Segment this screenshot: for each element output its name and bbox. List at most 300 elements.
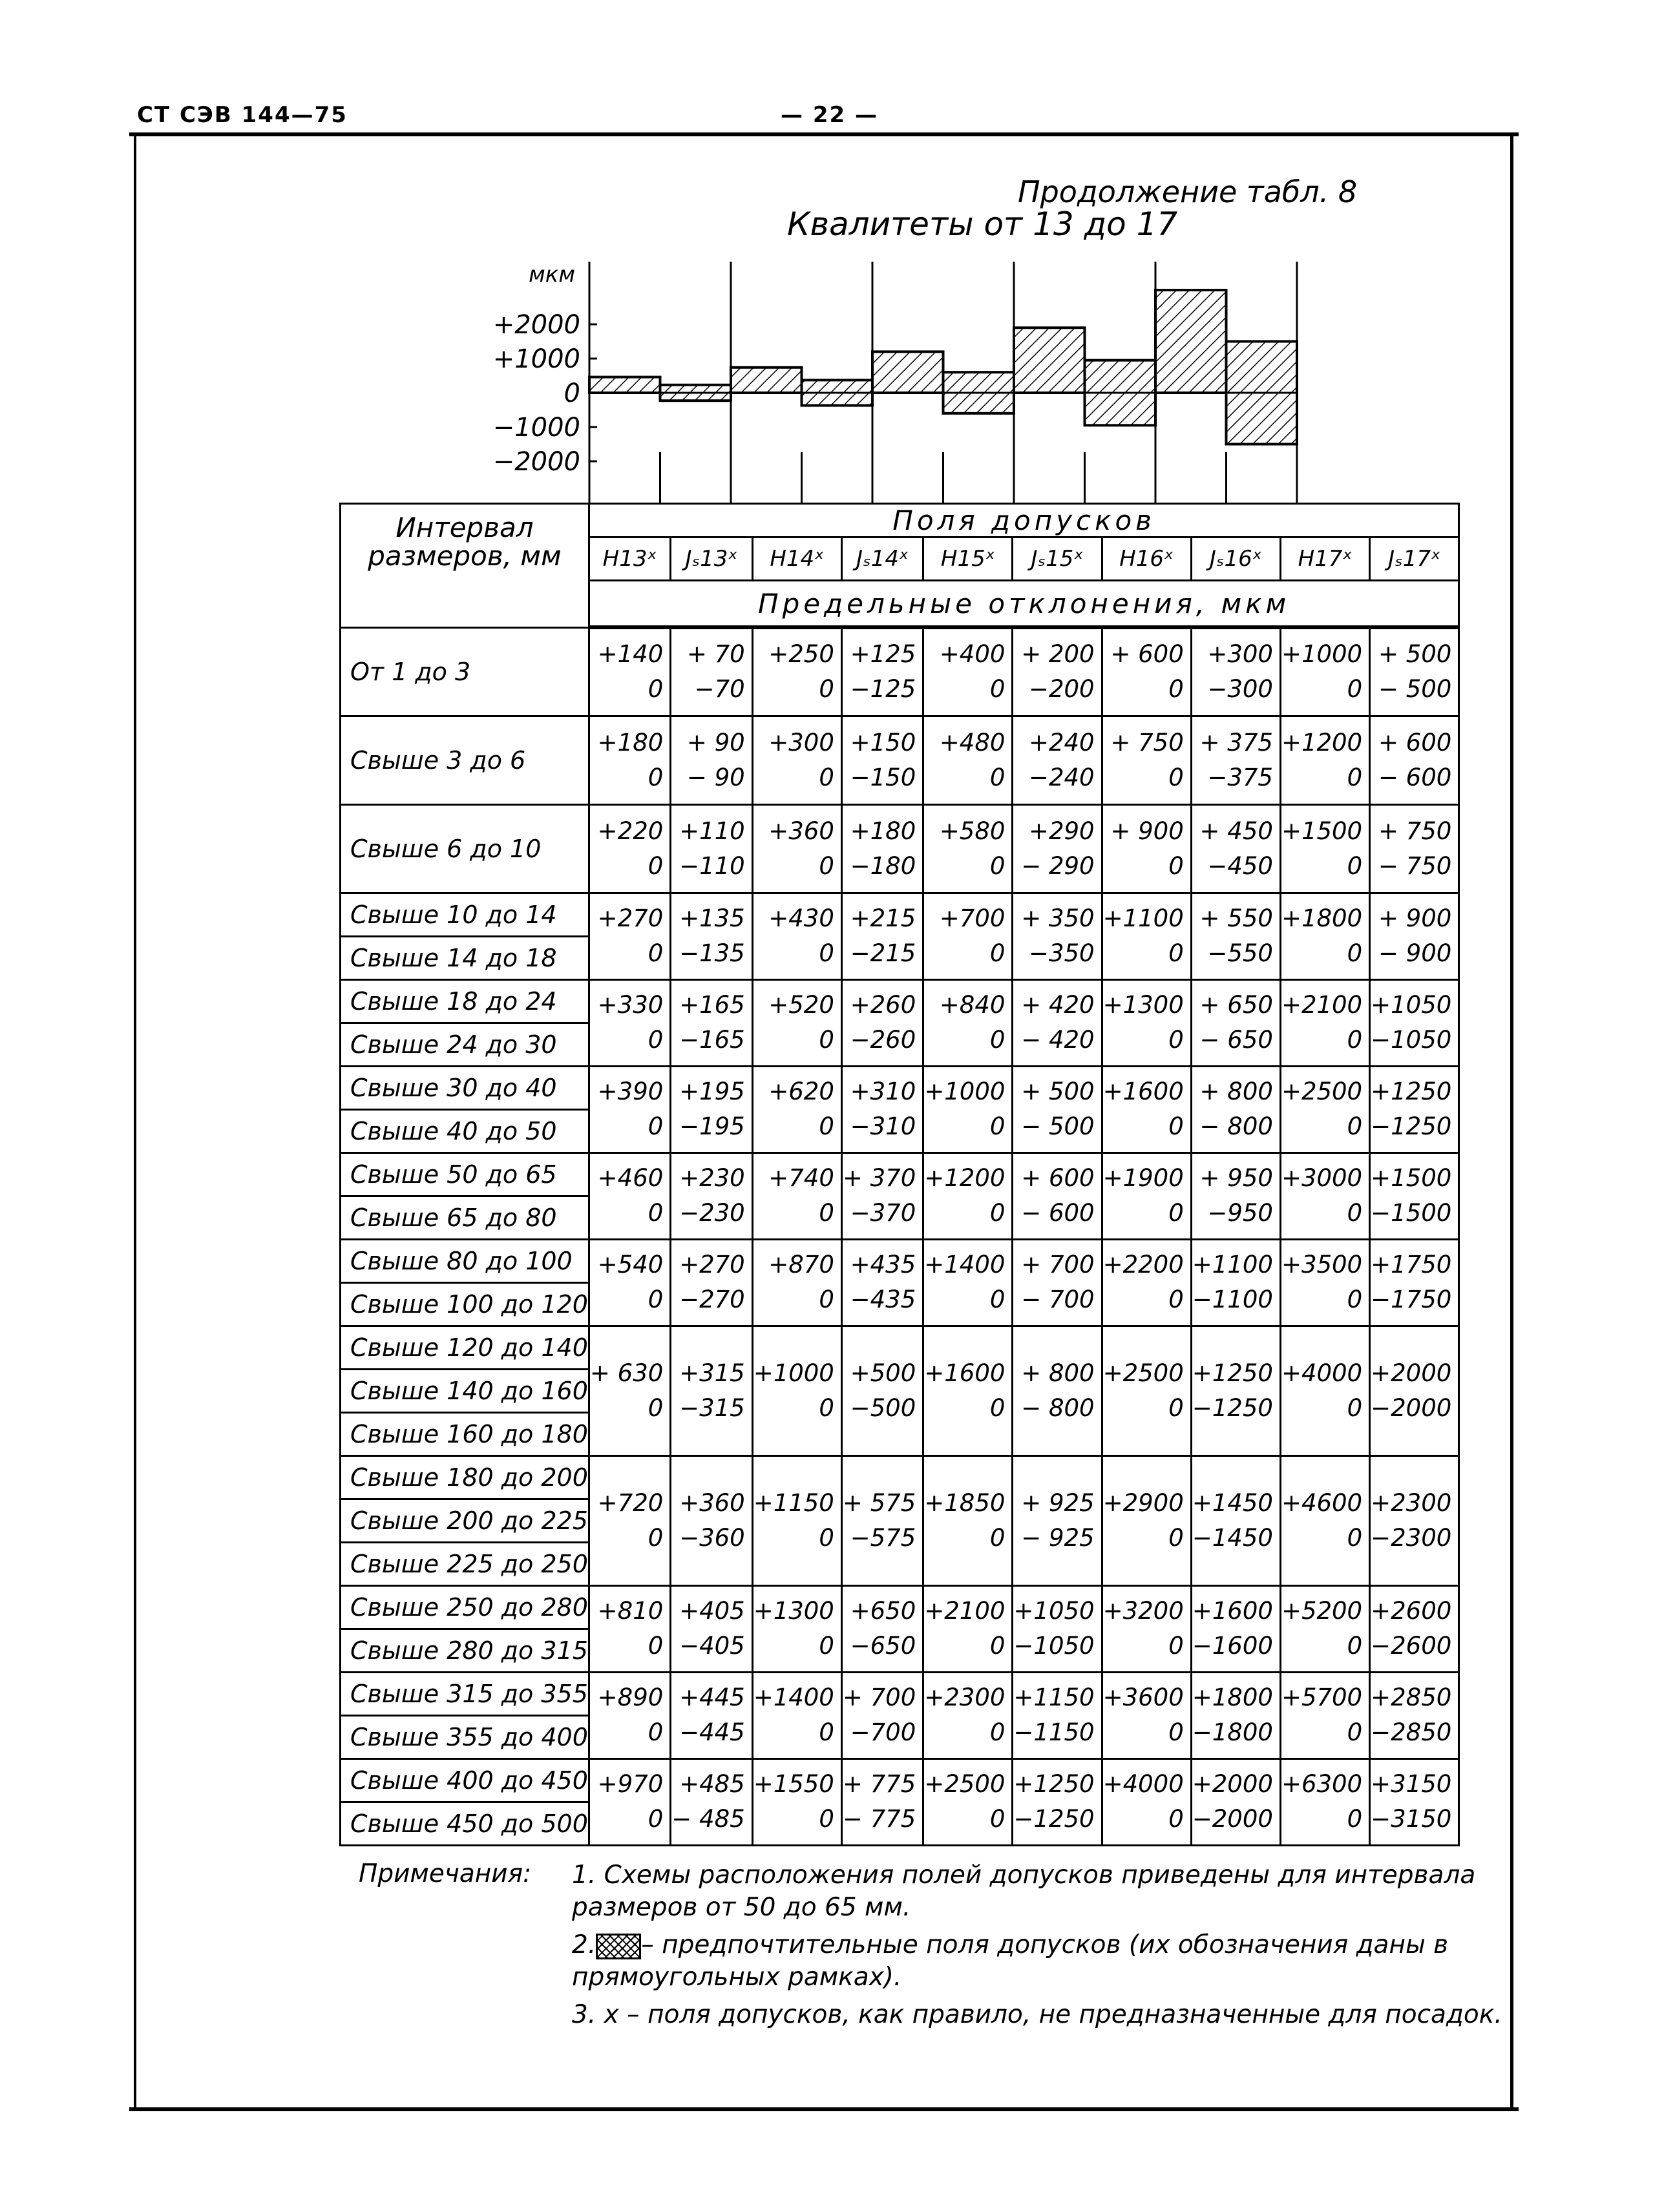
lower-deviation: − 290: [1021, 851, 1095, 880]
deviation-cell: [1191, 1585, 1280, 1672]
field-header: Jₛ15ˣ: [1013, 537, 1102, 581]
upper-deviation: +1250: [1192, 1359, 1273, 1387]
deviation-cell: [1280, 1326, 1369, 1456]
deviation-cell: [1013, 979, 1102, 1066]
note-2-text: – предпочтительные поля допусков (их обозначения даны в прямоугольных рамках).: [572, 1930, 1449, 1992]
deviation-cell: [1102, 1326, 1191, 1456]
lower-deviation: −200: [1028, 675, 1095, 704]
deviation-cell: [923, 1239, 1013, 1326]
upper-deviation: + 350: [1021, 904, 1095, 932]
deviation-cell: [841, 627, 923, 716]
deviation-cell: [1013, 1672, 1102, 1758]
deviation-cell: [1191, 1758, 1280, 1845]
field-header: H15ˣ: [923, 537, 1013, 581]
upper-deviation: +1600: [924, 1359, 1006, 1387]
deviation-cell: [1013, 1585, 1102, 1672]
deviation-cell: [841, 804, 923, 893]
tolerance-zone-Js15: [943, 372, 1015, 413]
upper-deviation: +970: [597, 1770, 664, 1798]
table-row: [341, 716, 1459, 804]
deviation-cell: [589, 1758, 670, 1845]
deviation-cell: [1191, 979, 1280, 1066]
deviation-cell: [752, 627, 841, 716]
upper-deviation: +2100: [924, 1597, 1006, 1625]
lower-deviation: 0: [819, 1286, 834, 1313]
deviation-cell: [923, 1672, 1013, 1758]
lower-deviation: − 650: [1199, 1026, 1273, 1054]
deviation-cell: [589, 1672, 670, 1758]
deviations-header: Предельные отклонения, мкм: [589, 581, 1459, 628]
upper-deviation: + 375: [1199, 728, 1273, 756]
deviation-cell: [671, 1758, 752, 1845]
upper-deviation: + 500: [1021, 1078, 1095, 1105]
upper-deviation: +2000: [1192, 1770, 1273, 1798]
fields-header: Поля допусков: [589, 504, 1459, 537]
upper-deviation: + 800: [1199, 1078, 1273, 1105]
deviation-cell: [1370, 1672, 1459, 1758]
lower-deviation: 0: [1347, 851, 1363, 880]
lower-deviation: 0: [1347, 1805, 1363, 1833]
deviation-cell: [671, 627, 752, 716]
deviation-cell: [1370, 1456, 1459, 1585]
upper-deviation: +110: [679, 817, 745, 845]
deviation-cell: [752, 1758, 841, 1845]
deviation-cell: [1102, 1239, 1191, 1326]
lower-deviation: 0: [989, 1718, 1006, 1746]
note-2: [572, 1929, 1509, 1994]
deviation-cell: [841, 1326, 923, 1456]
deviation-cell: [1102, 1066, 1191, 1153]
upper-deviation: +3500: [1281, 1251, 1363, 1278]
interval-cell: Свыше 80 до 100: [341, 1239, 589, 1282]
lower-deviation: −700: [850, 1718, 916, 1746]
upper-deviation: +720: [597, 1488, 664, 1517]
table-row: [341, 1456, 1459, 1499]
lower-deviation: 0: [648, 851, 664, 880]
upper-deviation: +460: [597, 1164, 664, 1192]
lower-deviation: −270: [679, 1286, 745, 1313]
tolerance-zone-H14: [731, 368, 802, 393]
upper-deviation: +240: [1028, 728, 1095, 756]
deviation-cell: [1191, 716, 1280, 804]
continuation-label: Продолжение табл. 8: [1018, 174, 1358, 209]
deviation-cell: [671, 1153, 752, 1239]
upper-deviation: + 700: [842, 1684, 916, 1711]
interval-cell: Свыше 14 до 18: [341, 936, 589, 979]
upper-deviation: +620: [768, 1078, 834, 1105]
lower-deviation: −260: [850, 1026, 916, 1054]
deviation-cell: [752, 893, 841, 979]
interval-cell: Свыше 160 до 180: [341, 1412, 589, 1456]
upper-deviation: +1550: [753, 1770, 834, 1798]
deviation-cell: [1013, 716, 1102, 804]
lower-deviation: 0: [819, 1718, 834, 1746]
upper-deviation: + 70: [686, 640, 745, 669]
deviation-cell: [1191, 1326, 1280, 1456]
interval-cell: Свыше 180 до 200: [341, 1456, 589, 1499]
upper-deviation: +1200: [1281, 728, 1363, 756]
table-row: [341, 1153, 1459, 1196]
lower-deviation: −1800: [1192, 1718, 1273, 1746]
upper-deviation: +195: [679, 1078, 745, 1105]
lower-deviation: 0: [648, 1026, 664, 1054]
lower-deviation: −2000: [1192, 1805, 1273, 1833]
lower-deviation: 0: [819, 1393, 834, 1422]
upper-deviation: +270: [679, 1251, 745, 1278]
lower-deviation: −70: [694, 675, 745, 704]
table-row: [341, 1066, 1459, 1109]
upper-deviation: + 925: [1021, 1488, 1095, 1517]
upper-deviation: + 900: [1378, 904, 1452, 932]
deviation-cell: [1013, 1456, 1102, 1585]
upper-deviation: +2900: [1102, 1488, 1184, 1517]
lower-deviation: −1750: [1371, 1286, 1452, 1313]
upper-deviation: +1000: [1281, 640, 1363, 669]
lower-deviation: 0: [989, 1112, 1006, 1140]
lower-deviation: −2850: [1371, 1718, 1452, 1746]
upper-deviation: +6300: [1281, 1770, 1363, 1798]
deviation-cell: [923, 893, 1013, 979]
deviation-cell: [752, 1456, 841, 1585]
lower-deviation: −1100: [1192, 1286, 1273, 1313]
note-3: 3. x – поля допусков, как правило, не предназначенные для посадок.: [572, 2000, 1502, 2029]
lower-deviation: 0: [989, 1523, 1006, 1552]
deviation-cell: [752, 1585, 841, 1672]
lower-deviation: − 90: [686, 763, 745, 791]
lower-deviation: −215: [850, 939, 916, 967]
interval-cell: Свыше 450 до 500: [341, 1802, 589, 1845]
upper-deviation: +4000: [1281, 1359, 1363, 1387]
deviation-cell: [1191, 1672, 1280, 1758]
page-number: — 22 —: [781, 102, 878, 128]
deviation-cell: [1280, 1585, 1369, 1672]
lower-deviation: 0: [819, 675, 834, 704]
lower-deviation: −2600: [1371, 1632, 1452, 1660]
lower-deviation: 0: [648, 763, 664, 791]
upper-deviation: +3150: [1371, 1770, 1452, 1798]
upper-deviation: +1900: [1102, 1164, 1184, 1192]
unit-label: мкм: [529, 262, 575, 287]
lower-deviation: −300: [1207, 675, 1273, 704]
deviation-cell: [752, 1066, 841, 1153]
lower-deviation: 0: [989, 851, 1006, 880]
lower-deviation: 0: [648, 1112, 664, 1140]
deviation-cell: [923, 1153, 1013, 1239]
upper-deviation: +390: [597, 1078, 664, 1105]
upper-deviation: +2200: [1102, 1251, 1184, 1278]
deviation-cell: [1280, 1456, 1369, 1585]
lower-deviation: −195: [679, 1112, 745, 1140]
deviation-cell: [589, 1326, 670, 1456]
interval-cell: Свыше 6 до 10: [341, 804, 589, 893]
lower-deviation: 0: [1347, 939, 1363, 967]
lower-deviation: 0: [1347, 1393, 1363, 1422]
lower-deviation: −310: [850, 1112, 916, 1140]
lower-deviation: − 700: [1021, 1286, 1095, 1313]
deviation-cell: [752, 1239, 841, 1326]
lower-deviation: −1450: [1192, 1523, 1273, 1552]
tolerance-diagram: [478, 258, 1305, 504]
upper-deviation: + 90: [686, 728, 745, 756]
upper-deviation: +5700: [1281, 1684, 1363, 1711]
lower-deviation: 0: [1168, 939, 1184, 967]
lower-deviation: −165: [679, 1026, 745, 1054]
y-tick-label: −2000: [492, 447, 580, 477]
lower-deviation: −360: [679, 1523, 745, 1552]
lower-deviation: 0: [819, 763, 834, 791]
lower-deviation: − 925: [1021, 1523, 1095, 1552]
deviation-cell: [1102, 1456, 1191, 1585]
deviation-cell: [841, 716, 923, 804]
upper-deviation: + 550: [1199, 904, 1273, 932]
upper-deviation: +150: [850, 728, 916, 756]
table-row: [341, 1672, 1459, 1715]
upper-deviation: +290: [1028, 817, 1095, 845]
upper-deviation: +435: [850, 1251, 916, 1278]
lower-deviation: 0: [989, 1026, 1006, 1054]
deviation-cell: [1191, 1066, 1280, 1153]
deviation-cell: [589, 627, 670, 716]
deviation-cell: [923, 627, 1013, 716]
lower-deviation: 0: [648, 1286, 664, 1313]
upper-deviation: +1300: [1102, 991, 1184, 1019]
upper-deviation: +890: [597, 1684, 664, 1711]
upper-deviation: +140: [597, 640, 664, 669]
upper-deviation: +260: [850, 991, 916, 1019]
lower-deviation: 0: [1168, 1718, 1184, 1746]
upper-deviation: +2500: [1281, 1078, 1363, 1105]
upper-deviation: + 750: [1110, 728, 1184, 756]
lower-deviation: 0: [819, 1632, 834, 1660]
lower-deviation: −405: [679, 1632, 745, 1660]
lower-deviation: −240: [1028, 763, 1095, 791]
upper-deviation: +1100: [1102, 904, 1184, 932]
lower-deviation: 0: [1168, 763, 1184, 791]
interval-cell: Свыше 24 до 30: [341, 1023, 589, 1066]
lower-deviation: − 485: [671, 1805, 745, 1833]
deviation-cell: [1280, 627, 1369, 716]
lower-deviation: 0: [1347, 1523, 1363, 1552]
deviation-cell: [671, 1239, 752, 1326]
deviation-cell: [752, 804, 841, 893]
lower-deviation: 0: [648, 939, 664, 967]
upper-deviation: +445: [679, 1684, 745, 1711]
lower-deviation: 0: [648, 1805, 664, 1833]
lower-deviation: −1050: [1371, 1026, 1452, 1054]
lower-deviation: −575: [850, 1523, 916, 1552]
upper-deviation: +230: [679, 1164, 745, 1192]
upper-deviation: +2500: [1102, 1359, 1184, 1387]
tolerance-zone-H13: [589, 377, 660, 393]
lower-deviation: −1250: [1371, 1112, 1452, 1140]
lower-deviation: −1500: [1371, 1199, 1452, 1227]
lower-deviation: − 775: [842, 1805, 916, 1833]
deviation-cell: [589, 1239, 670, 1326]
upper-deviation: +400: [939, 640, 1006, 669]
upper-deviation: +1500: [1281, 817, 1363, 845]
deviation-cell: [1280, 716, 1369, 804]
y-tick-label: +1000: [492, 344, 580, 374]
frame-left: [134, 136, 136, 2107]
upper-deviation: +310: [850, 1078, 916, 1105]
table-row: [341, 1585, 1459, 1629]
interval-cell: Свыше 225 до 250: [341, 1542, 589, 1585]
upper-deviation: +1450: [1192, 1488, 1273, 1517]
upper-deviation: +1150: [753, 1488, 834, 1517]
deviation-cell: [671, 716, 752, 804]
upper-deviation: + 500: [1378, 640, 1452, 669]
lower-deviation: 0: [1347, 675, 1363, 704]
deviation-cell: [671, 1672, 752, 1758]
deviation-cell: [1370, 893, 1459, 979]
upper-deviation: +1200: [924, 1164, 1006, 1192]
upper-deviation: +1850: [924, 1488, 1006, 1517]
upper-deviation: +2000: [1371, 1359, 1452, 1387]
upper-deviation: +360: [768, 817, 834, 845]
interval-cell: Свыше 120 до 140: [341, 1326, 589, 1369]
deviation-cell: [1370, 1239, 1459, 1326]
tolerance-zone-Js13: [660, 385, 732, 401]
lower-deviation: 0: [648, 1393, 664, 1422]
upper-deviation: +700: [939, 904, 1006, 932]
tolerance-zone-Js16: [1085, 360, 1156, 426]
deviation-cell: [752, 1672, 841, 1758]
upper-deviation: + 600: [1378, 728, 1452, 756]
upper-deviation: +1150: [1013, 1684, 1095, 1711]
deviation-cell: [671, 1326, 752, 1456]
deviation-cell: [1280, 1066, 1369, 1153]
deviation-cell: [1013, 1326, 1102, 1456]
lower-deviation: 0: [1347, 1718, 1363, 1746]
field-header: Jₛ17ˣ: [1370, 537, 1459, 581]
lower-deviation: −110: [679, 851, 745, 880]
lower-deviation: − 800: [1021, 1393, 1095, 1422]
deviation-cell: [671, 1066, 752, 1153]
lower-deviation: 0: [1168, 1632, 1184, 1660]
deviation-cell: [589, 893, 670, 979]
notes-label: Примечания:: [359, 1859, 532, 1888]
deviation-cell: [589, 716, 670, 804]
deviation-cell: [1370, 1326, 1459, 1456]
lower-deviation: −450: [1207, 851, 1273, 880]
lower-deviation: 0: [648, 1718, 664, 1746]
upper-deviation: +520: [768, 991, 834, 1019]
interval-cell: Свыше 200 до 225: [341, 1499, 589, 1542]
upper-deviation: +3000: [1281, 1164, 1363, 1192]
lower-deviation: −125: [850, 675, 916, 704]
deviation-cell: [923, 1066, 1013, 1153]
deviation-cell: [1280, 979, 1369, 1066]
lower-deviation: 0: [648, 1199, 664, 1227]
interval-cell: Свыше 250 до 280: [341, 1585, 589, 1629]
deviation-cell: [841, 1153, 923, 1239]
deviation-cell: [1102, 893, 1191, 979]
upper-deviation: + 450: [1199, 817, 1273, 845]
lower-deviation: 0: [1347, 763, 1363, 791]
deviation-cell: [1191, 1456, 1280, 1585]
deviation-cell: [841, 1066, 923, 1153]
upper-deviation: +810: [597, 1597, 664, 1625]
field-header: H16ˣ: [1102, 537, 1191, 581]
upper-deviation: +1050: [1013, 1597, 1095, 1625]
lower-deviation: 0: [819, 1199, 834, 1227]
upper-deviation: + 650: [1199, 991, 1273, 1019]
deviation-cell: [1280, 893, 1369, 979]
upper-deviation: +1000: [753, 1359, 834, 1387]
lower-deviation: − 900: [1378, 939, 1452, 967]
deviation-cell: [1280, 1672, 1369, 1758]
upper-deviation: + 200: [1021, 640, 1095, 669]
tolerance-zone-H17: [1155, 290, 1227, 393]
lower-deviation: 0: [1168, 1805, 1184, 1833]
upper-deviation: +4600: [1281, 1488, 1363, 1517]
deviation-cell: [1102, 1585, 1191, 1672]
upper-deviation: + 775: [842, 1770, 916, 1798]
lower-deviation: −3150: [1371, 1805, 1452, 1833]
lower-deviation: 0: [819, 1112, 834, 1140]
lower-deviation: −500: [850, 1393, 916, 1422]
lower-deviation: 0: [819, 1805, 834, 1833]
table-row: [341, 1326, 1459, 1369]
deviation-cell: [1191, 1153, 1280, 1239]
deviation-cell: [1102, 979, 1191, 1066]
lower-deviation: 0: [989, 1393, 1006, 1422]
interval-cell: Свыше 10 до 14: [341, 893, 589, 936]
frame-right: [1510, 136, 1513, 2107]
lower-deviation: −2000: [1371, 1393, 1452, 1422]
interval-cell: От 1 до 3: [341, 627, 589, 716]
interval-cell: Свыше 400 до 450: [341, 1758, 589, 1802]
lower-deviation: 0: [1168, 1199, 1184, 1227]
deviation-cell: [1013, 627, 1102, 716]
lower-deviation: 0: [648, 675, 664, 704]
lower-deviation: − 750: [1378, 851, 1452, 880]
deviation-cell: [671, 804, 752, 893]
lower-deviation: 0: [1168, 1112, 1184, 1140]
lower-deviation: −150: [850, 763, 916, 791]
y-tick-label: 0: [563, 379, 580, 408]
upper-deviation: +4000: [1102, 1770, 1184, 1798]
deviation-cell: [1013, 1066, 1102, 1153]
upper-deviation: +480: [939, 728, 1006, 756]
qualities-title: Квалитеты от 13 до 17: [787, 205, 1178, 243]
table-row: [341, 1239, 1459, 1282]
lower-deviation: −550: [1207, 939, 1273, 967]
upper-deviation: +135: [679, 904, 745, 932]
interval-cell: Свыше 100 до 120: [341, 1282, 589, 1326]
lower-deviation: 0: [1168, 851, 1184, 880]
upper-deviation: + 600: [1110, 640, 1184, 669]
lower-deviation: −435: [850, 1286, 916, 1313]
upper-deviation: +360: [679, 1488, 745, 1517]
upper-deviation: +2100: [1281, 991, 1363, 1019]
upper-deviation: +1400: [753, 1684, 834, 1711]
lower-deviation: 0: [1347, 1112, 1363, 1140]
upper-deviation: + 750: [1378, 817, 1452, 845]
lower-deviation: 0: [989, 939, 1006, 967]
interval-cell: Свыше 3 до 6: [341, 716, 589, 804]
deviation-cell: [1013, 804, 1102, 893]
deviation-cell: [671, 1585, 752, 1672]
upper-deviation: +3600: [1102, 1684, 1184, 1711]
deviation-cell: [1370, 1066, 1459, 1153]
deviation-cell: [923, 1456, 1013, 1585]
lower-deviation: −1600: [1192, 1632, 1273, 1660]
lower-deviation: −350: [1028, 939, 1095, 967]
upper-deviation: +125: [850, 640, 916, 669]
deviation-cell: [1370, 1758, 1459, 1845]
upper-deviation: +1750: [1371, 1251, 1452, 1278]
